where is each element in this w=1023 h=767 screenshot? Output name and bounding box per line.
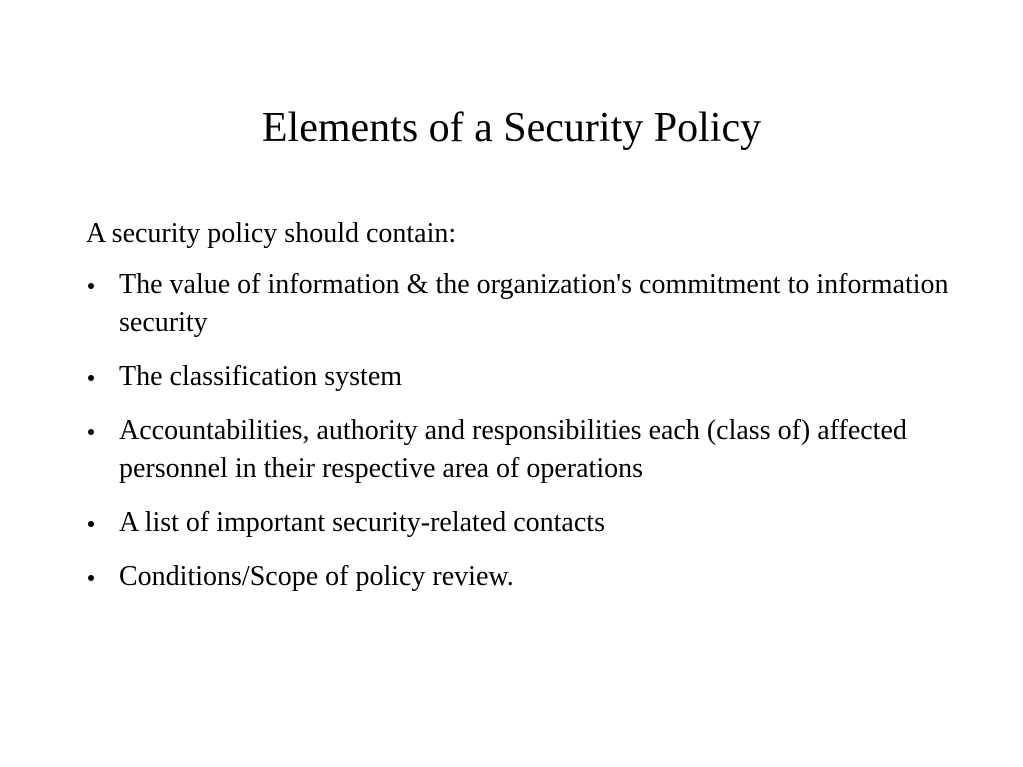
bullet-text: Conditions/Scope of policy review. [119, 561, 514, 592]
bullet-icon [88, 429, 94, 435]
bullet-text: The value of information & the organization's commitment to information security [119, 269, 949, 338]
bullet-text: The classification system [119, 361, 403, 392]
bullet-icon [88, 283, 94, 289]
bullet-text: A list of important security-related contacts [119, 507, 605, 538]
bullet-text: Accountabilities, authority and responsibilities each (class of) affected personnel in their respective area of operations [119, 415, 907, 484]
bullet-icon [88, 375, 94, 381]
bullet-list [86, 266, 966, 612]
bullet-item [86, 504, 966, 542]
bullet-item [86, 266, 966, 342]
bullet-item [86, 358, 966, 396]
bullet-icon [88, 521, 94, 527]
bullet-item [86, 558, 966, 596]
intro-text: A security policy should contain: [86, 218, 457, 249]
bullet-icon [88, 575, 94, 581]
slide-title: Elements of a Security Policy [261, 105, 762, 151]
bullet-item [86, 412, 966, 488]
